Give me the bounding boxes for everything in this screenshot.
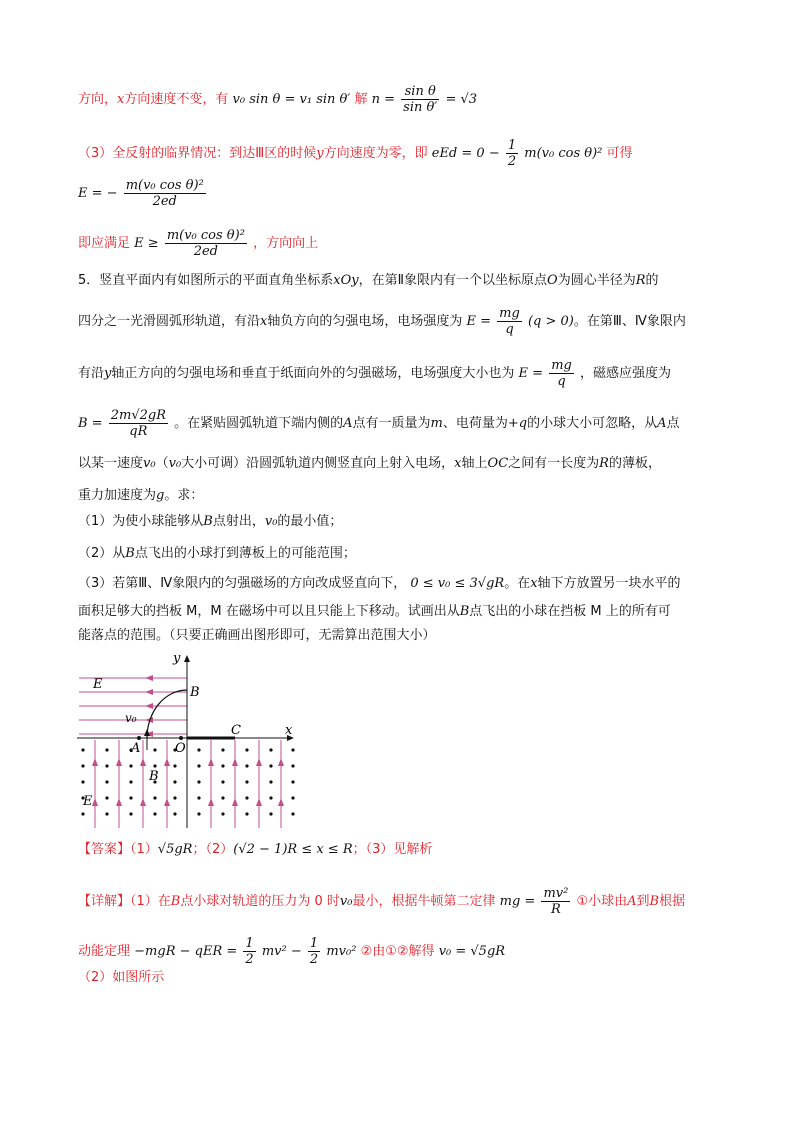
bfield-dots: [81, 730, 294, 816]
fraction: [549, 358, 574, 389]
equation: v₀ = √5gR: [438, 944, 506, 959]
detail-line-1: [78, 886, 685, 917]
bfield-dot: [221, 764, 224, 767]
arrow-up-icon: [208, 758, 214, 766]
text: 根据: [659, 894, 686, 909]
var: +q: [507, 416, 528, 431]
arrow-up-icon: [92, 758, 98, 766]
var: v₀: [143, 456, 156, 471]
var: m: [430, 416, 443, 431]
text: 之间有一长度为: [508, 456, 600, 471]
bfield-dot: [153, 796, 156, 799]
text: 点小球对轨道的压力为 0 时: [180, 894, 340, 909]
label-o: O: [175, 741, 186, 756]
text: （3）若第Ⅲ、Ⅳ象限内的匀强磁场的方向改成竖直向下，: [78, 576, 407, 591]
var: A: [343, 416, 353, 431]
text: 以某一速度: [78, 456, 144, 471]
text: （3）全反射的临界情况：到达Ⅲ区的时候: [78, 146, 317, 161]
arrow-up-icon: [256, 798, 262, 806]
text: 即应满足: [78, 236, 131, 251]
bfield-dot: [105, 780, 108, 783]
bfield-dot: [269, 780, 272, 783]
numerator: mg: [499, 306, 520, 321]
denominator: q: [505, 322, 514, 337]
fraction: [109, 408, 168, 439]
bfield-dot: [173, 764, 176, 767]
numerator: 1: [309, 936, 319, 951]
text: （2）如图所示: [78, 970, 165, 985]
label-v0: v₀: [125, 711, 137, 725]
text: 点: [666, 416, 680, 431]
bfield-dot: [129, 764, 132, 767]
text: ，磁感应强度为: [579, 366, 671, 381]
point-marker: [179, 736, 183, 740]
arrow-up-icon: [140, 798, 146, 806]
text: （: [155, 456, 169, 471]
var: x: [117, 92, 125, 107]
bfield-dot: [173, 780, 176, 783]
bfield-dot: [245, 748, 248, 751]
fraction: [401, 84, 439, 115]
equation: mv² −: [261, 944, 302, 959]
label-e-top: E: [93, 677, 103, 692]
text: 方向，: [78, 92, 118, 107]
text: 为圆心半径为: [557, 273, 636, 288]
question-1: [78, 514, 342, 530]
equation: v₀ sin θ = v₁ sin θ′: [232, 92, 351, 107]
arc-track: [147, 690, 187, 738]
text: ②由①②解得: [360, 944, 435, 959]
text: 。在第Ⅲ、Ⅳ象限内: [573, 314, 686, 329]
var: v₀: [339, 894, 353, 909]
text: 方向速度不变，有: [124, 92, 229, 107]
text: 轴负方向的匀强电场，电场强度为: [267, 314, 463, 329]
text: 面积足够大的挡板 M，M 在磁场中可以且只能上下移动。试画出从: [78, 604, 460, 619]
bfield-dot: [153, 764, 156, 767]
text: 解: [354, 92, 368, 107]
problem-line-5: [78, 456, 661, 472]
label-a: A: [131, 741, 141, 756]
text: 轴上: [461, 456, 488, 471]
bfield-dot: [291, 764, 294, 767]
bfield-dot: [81, 748, 84, 751]
text: 的小球大小可忽略，从: [527, 416, 658, 431]
bfield-dot: [245, 796, 248, 799]
var: v₀: [168, 456, 182, 471]
text: （1）: [130, 842, 158, 857]
answer-tag: 【答案】: [78, 842, 131, 857]
fraction: [506, 138, 518, 169]
label-x: x: [285, 723, 293, 738]
equation: m(v₀ cos θ)²: [524, 146, 603, 161]
arrow-up-icon: [116, 758, 122, 766]
var: y: [104, 366, 112, 381]
text: ，在第Ⅱ象限内有一个以坐标原点: [358, 273, 548, 288]
text: 5．竖直平面内有如图所示的平面直角坐标系: [78, 273, 334, 288]
bfield-dot: [153, 812, 156, 815]
bfield-dot: [245, 812, 248, 815]
text: ①小球由: [576, 894, 628, 909]
var: R: [599, 456, 609, 471]
question-2: [78, 546, 356, 562]
var: y: [316, 146, 324, 161]
bfield-dot: [269, 812, 272, 815]
text: （2）从: [78, 546, 126, 561]
bfield-dot: [291, 812, 294, 815]
equation: 0 ≤ v₀ ≤ 3√gR: [410, 576, 505, 591]
question-3-line-3: [78, 628, 436, 644]
bfield-dot: [291, 796, 294, 799]
label-y: y: [173, 651, 181, 666]
var: xOy: [333, 273, 359, 288]
equation: B =: [78, 416, 103, 431]
question-3: [78, 576, 681, 592]
physics-figure: [75, 650, 305, 830]
bfield-dot: [105, 812, 108, 815]
var: x: [530, 576, 538, 591]
fraction: [243, 936, 255, 967]
arrow-up-icon: [116, 798, 122, 806]
bfield-dot: [81, 764, 84, 767]
detail-line-2: [78, 936, 505, 967]
arrow-left-icon: [145, 689, 153, 695]
bfield-dot: [221, 812, 224, 815]
arrow-left-icon: [145, 731, 153, 737]
denominator: 2: [507, 154, 517, 169]
label-e-bottom: E: [83, 794, 93, 809]
text: 可得: [606, 146, 633, 161]
arrow-up-icon: [164, 758, 170, 766]
problem-line-1: [78, 273, 659, 289]
bfield-dot: [197, 812, 200, 815]
equation: √5gR: [157, 842, 193, 857]
equation: eEd = 0 −: [431, 146, 500, 161]
bfield-dot: [105, 764, 108, 767]
numerator: 1: [507, 138, 517, 153]
fraction: [124, 178, 206, 209]
efield-lines-bottom: [92, 740, 284, 828]
detail-tag: 【详解】: [78, 894, 131, 909]
text: 点射出，: [212, 514, 265, 529]
numerator: mv²: [543, 886, 569, 901]
text: （3）见解析: [365, 842, 433, 857]
text: 点有一质量为: [352, 416, 431, 431]
text: 重力加速度为: [78, 488, 157, 503]
bfield-dot: [173, 796, 176, 799]
fraction: [165, 228, 247, 259]
equation: mv₀²: [326, 944, 357, 959]
bfield-dot: [221, 796, 224, 799]
denominator: qR: [129, 424, 148, 439]
text: 能落点的范围。（只要正确画出图形即可，无需算出范围大小）: [78, 628, 436, 643]
var: x: [260, 314, 268, 329]
text: 动能定理: [78, 944, 131, 959]
var: B: [649, 894, 660, 909]
bfield-dot: [245, 764, 248, 767]
text: （2）: [205, 842, 234, 857]
text: 点飞出的小球在挡板 M 上的所有可: [469, 604, 671, 619]
problem-line-4: [78, 408, 680, 439]
var: OC: [487, 456, 509, 471]
bfield-dot: [197, 796, 200, 799]
text: 。在: [504, 576, 531, 591]
arrow-up-icon: [232, 798, 238, 806]
question-3-line-2: [78, 604, 671, 620]
text: 。求：: [164, 488, 204, 503]
denominator: 2: [309, 952, 319, 967]
label-c: C: [231, 723, 241, 738]
continuation-line-1: [78, 84, 477, 115]
text: ；: [192, 842, 206, 857]
problem-line-2: [78, 306, 686, 337]
bfield-dot: [129, 812, 132, 815]
var: g: [156, 488, 165, 503]
var: B: [459, 604, 470, 619]
equation: mg =: [499, 894, 536, 909]
continuation-line-3: [78, 178, 208, 209]
numerator: mg: [551, 358, 572, 373]
bfield-dot: [269, 748, 272, 751]
bfield-dot: [129, 780, 132, 783]
arrow-up-icon: [256, 758, 262, 766]
bfield-dot: [81, 812, 84, 815]
problem-line-6: [78, 488, 203, 504]
text: 轴正方向的匀强电场和垂直于纸面向外的匀强磁场，电场强度大小也为: [111, 366, 515, 381]
denominator: sin θ′: [403, 100, 438, 115]
arrow-up-icon: [164, 798, 170, 806]
continuation-line-4: [78, 228, 318, 259]
arrow-up-icon: [278, 798, 284, 806]
denominator: 2ed: [193, 244, 219, 259]
text: 方向速度为零，即: [323, 146, 428, 161]
equation: (√2 − 1)R ≤ x ≤ R: [233, 842, 353, 857]
fraction: [308, 936, 320, 967]
bfield-dot: [245, 780, 248, 783]
text: 的薄板，: [608, 456, 661, 471]
arrow-up-icon: [232, 758, 238, 766]
text: 轴下方放置另一块水平的: [537, 576, 681, 591]
equation: E =: [518, 366, 544, 381]
arrow-left-icon: [145, 675, 153, 681]
fraction: [541, 886, 570, 917]
denominator: 2ed: [152, 194, 177, 209]
arrow-left-icon: [145, 703, 153, 709]
arrow-up-icon: [140, 758, 146, 766]
numerator: m(v₀ cos θ)²: [125, 178, 204, 193]
bfield-dot: [221, 780, 224, 783]
bfield-dot: [197, 764, 200, 767]
text: 。在紧贴圆弧轨道下端内侧的: [174, 416, 344, 431]
denominator: R: [551, 902, 561, 917]
text: ；: [352, 842, 366, 857]
bfield-dot: [129, 796, 132, 799]
text: 有沿: [78, 366, 105, 381]
var: O: [547, 273, 558, 288]
arrow-up-icon: [92, 798, 98, 806]
bfield-dot: [269, 796, 272, 799]
var: B: [125, 546, 135, 561]
equation: n =: [371, 92, 396, 107]
text: 最小，根据牛顿第二定律: [352, 894, 496, 909]
var: B: [170, 894, 181, 909]
text: （1）在: [130, 894, 171, 909]
detail-line-3: [78, 970, 164, 986]
numerator: 1: [245, 936, 254, 951]
arrow-up-icon: [278, 758, 284, 766]
equation: E ≥: [134, 236, 159, 251]
fraction: [497, 306, 522, 337]
text: ，方向向上: [253, 236, 319, 251]
text: 、电荷量为: [442, 416, 508, 431]
text: （1）为使小球能够从: [78, 514, 204, 529]
bfield-dot: [105, 748, 108, 751]
var: R: [635, 273, 646, 288]
bfield-dot: [221, 748, 224, 751]
bfield-dot: [153, 748, 156, 751]
text: 的: [645, 273, 659, 288]
problem-line-3: [78, 358, 671, 389]
bfield-dot: [291, 748, 294, 751]
label-b-point: B: [190, 685, 200, 700]
answer-line: [78, 842, 432, 858]
denominator: 2: [245, 952, 254, 967]
denominator: q: [557, 374, 566, 389]
bfield-dot: [197, 748, 200, 751]
bfield-dot: [269, 764, 272, 767]
var: x: [454, 456, 462, 471]
numerator: m(v₀ cos θ)²: [166, 228, 245, 243]
var: A: [627, 894, 637, 909]
text: 的最小值；: [277, 514, 343, 529]
var: v₀: [264, 514, 278, 529]
text: 大小可调）沿圆弧轨道内侧竖直向上射入电场，: [181, 456, 455, 471]
text: 四分之一光滑圆弧形轨道，有沿: [78, 314, 261, 329]
bfield-dot: [173, 812, 176, 815]
var: B: [203, 514, 213, 529]
text: 到: [636, 894, 650, 909]
bfield-dot: [291, 780, 294, 783]
label-b-field: B: [149, 769, 159, 784]
text: 点飞出的小球打到薄板上的可能范围；: [134, 546, 356, 561]
equation: E =: [466, 314, 492, 329]
bfield-dot: [81, 780, 84, 783]
numerator: sin θ: [401, 84, 439, 100]
arrow-up-icon: [208, 798, 214, 806]
equation: = √3: [445, 92, 478, 107]
equation: −mgR − qER =: [134, 944, 238, 959]
equation: (q > 0): [527, 314, 574, 329]
var: A: [657, 416, 667, 431]
point-marker: [137, 736, 141, 740]
continuation-line-2: [78, 138, 633, 169]
equation: E = −: [78, 186, 118, 201]
bfield-dot: [105, 796, 108, 799]
numerator: 2m√2gR: [110, 408, 166, 423]
bfield-dot: [197, 780, 200, 783]
